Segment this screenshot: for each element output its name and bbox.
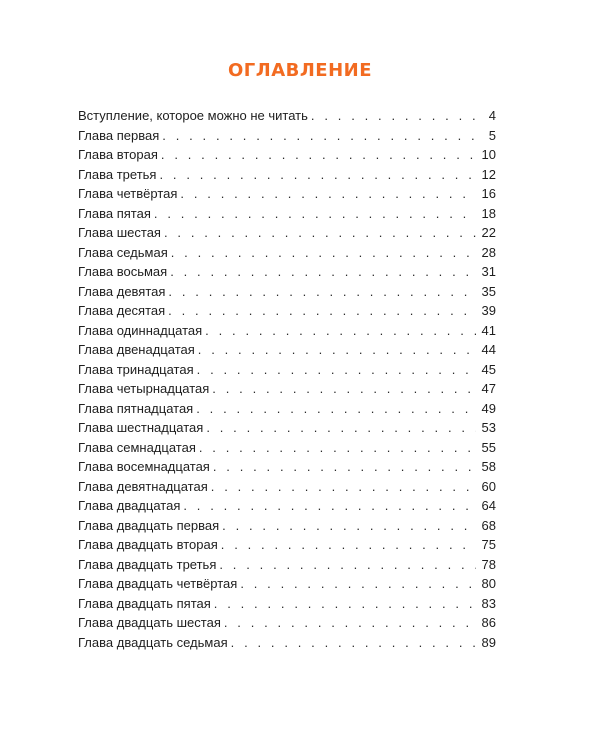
toc-entry: [78, 457, 496, 477]
toc-entry-title: Глава шестая: [78, 225, 161, 240]
dot-leader: [219, 555, 476, 575]
toc-entry: [78, 379, 496, 399]
dot-leader: [161, 145, 476, 165]
toc-entry: [78, 555, 496, 575]
dot-leader: [214, 594, 476, 614]
toc-entry: [78, 613, 496, 633]
toc-entry: [78, 360, 496, 380]
dot-leader: [162, 126, 476, 146]
dot-leader: [222, 516, 476, 536]
toc-entry: [78, 145, 496, 165]
toc-entry-page-number: 64: [481, 498, 496, 513]
toc-entry-title: Глава двадцать четвёртая: [78, 576, 238, 591]
toc-entry-page-number: 86: [481, 615, 496, 630]
toc-entry-title: Глава семнадцатая: [78, 439, 196, 455]
toc-entry-page-number: 35: [481, 283, 496, 299]
toc-entry: [78, 535, 496, 555]
dot-leader: [197, 360, 476, 380]
dot-leader: [198, 340, 476, 360]
toc-entry: [78, 126, 496, 146]
toc-entry-title: Глава девятая: [78, 283, 166, 299]
dot-leader: [164, 223, 476, 243]
toc-entry-page-number: 80: [481, 576, 496, 591]
toc-entry-title: Глава вторая: [78, 147, 158, 162]
toc-entry: [78, 165, 496, 185]
toc-entry-page-number: 68: [481, 517, 496, 533]
toc-entry: [78, 574, 496, 594]
toc-entry-title: Глава первая: [78, 127, 160, 143]
toc-entry-page-number: 58: [481, 459, 496, 474]
toc-entry-page-number: 78: [481, 556, 496, 572]
toc-entry-title: Глава девятнадцатая: [78, 478, 208, 494]
toc-entry-page-number: 45: [481, 361, 496, 377]
dot-leader: [213, 457, 476, 477]
toc-entry-page-number: 47: [481, 381, 496, 396]
toc-entry-page-number: 10: [481, 147, 496, 162]
toc-entry-page-number: 75: [481, 537, 496, 552]
toc-entry-title: Глава одиннадцатая: [78, 322, 203, 338]
dot-leader: [211, 477, 476, 497]
toc-entry-title: Глава пятнадцатая: [78, 400, 194, 416]
toc-entry-page-number: 16: [481, 186, 496, 201]
dot-leader: [171, 243, 476, 263]
dot-leader: [212, 379, 476, 399]
dot-leader: [183, 496, 476, 516]
toc-entry: [78, 516, 496, 536]
toc-entry: [78, 184, 496, 204]
toc-entry-title: Глава четырнадцатая: [78, 381, 210, 396]
toc-entry-page-number: 53: [481, 420, 496, 435]
dot-leader: [168, 282, 476, 302]
toc-entry: [78, 223, 496, 243]
toc-entry: [78, 633, 496, 653]
toc-entry-title: Глава седьмая: [78, 244, 168, 260]
toc-entry: [78, 496, 496, 516]
toc-entry-page-number: 31: [481, 264, 496, 279]
toc-entry-page-number: 39: [481, 303, 496, 318]
toc-entry-title: Глава пятая: [78, 205, 151, 221]
dot-leader: [311, 106, 476, 126]
toc-entry: [78, 301, 496, 321]
toc-entry-page-number: 60: [481, 478, 496, 494]
toc-entry: [78, 340, 496, 360]
toc-entry-page-number: 41: [481, 322, 496, 338]
toc-entry-title: Глава двадцать седьмая: [78, 634, 228, 650]
dot-leader: [180, 184, 476, 204]
dot-leader: [170, 262, 476, 282]
toc-entry: [78, 594, 496, 614]
toc-entry-page-number: 44: [481, 342, 496, 357]
toc-entry: [78, 204, 496, 224]
toc-entry-title: Глава двадцать первая: [78, 517, 220, 533]
toc-entry-title: Глава четвёртая: [78, 186, 178, 201]
dot-leader: [154, 204, 476, 224]
toc-entry-title: Глава тринадцатая: [78, 361, 194, 377]
toc-entry-page-number: 83: [481, 595, 496, 611]
toc-entry-title: Глава восемнадцатая: [78, 459, 210, 474]
toc-entry: [78, 477, 496, 497]
dot-leader: [231, 633, 476, 653]
toc-entry-title: Глава третья: [78, 166, 157, 182]
toc-entry-title: Глава двадцать шестая: [78, 615, 221, 630]
toc-entry-page-number: 22: [481, 225, 496, 240]
toc-entry-title: Глава двадцатая: [78, 498, 181, 513]
toc-entry-page-number: 89: [481, 634, 496, 650]
toc-entry-title: Глава двадцать третья: [78, 556, 217, 572]
toc-entry-title: Глава шестнадцатая: [78, 420, 204, 435]
toc-entry: [78, 282, 496, 302]
toc-entry-page-number: 12: [481, 166, 496, 182]
toc-entry: [78, 262, 496, 282]
toc-entry-page-number: 55: [481, 439, 496, 455]
toc-entry: [78, 399, 496, 419]
toc-entry: [78, 243, 496, 263]
toc-entry: [78, 106, 496, 126]
dot-leader: [159, 165, 476, 185]
toc-entry-page-number: 5: [488, 127, 496, 143]
dot-leader: [205, 321, 476, 341]
toc-list: [78, 106, 496, 652]
toc-entry-title: Вступление, которое можно не читать: [78, 108, 308, 123]
toc-entry: [78, 321, 496, 341]
dot-leader: [224, 613, 476, 633]
dot-leader: [168, 301, 476, 321]
toc-entry-page-number: 28: [481, 244, 496, 260]
dot-leader: [196, 399, 476, 419]
toc-entry-page-number: 18: [481, 205, 496, 221]
toc-entry: [78, 418, 496, 438]
toc-entry-title: Глава двенадцатая: [78, 342, 195, 357]
toc-heading: ОГЛАВЛЕНИЕ: [227, 60, 373, 81]
toc-entry-title: Глава двадцать пятая: [78, 595, 211, 611]
toc-entry-page-number: 49: [481, 400, 496, 416]
toc-entry-title: Глава восьмая: [78, 264, 168, 279]
toc-entry: [78, 438, 496, 458]
toc-entry-title: Глава десятая: [78, 303, 166, 318]
toc-entry-page-number: 4: [488, 108, 496, 123]
toc-entry-title: Глава двадцать вторая: [78, 537, 218, 552]
dot-leader: [199, 438, 476, 458]
dot-leader: [221, 535, 476, 555]
dot-leader: [240, 574, 476, 594]
dot-leader: [206, 418, 476, 438]
